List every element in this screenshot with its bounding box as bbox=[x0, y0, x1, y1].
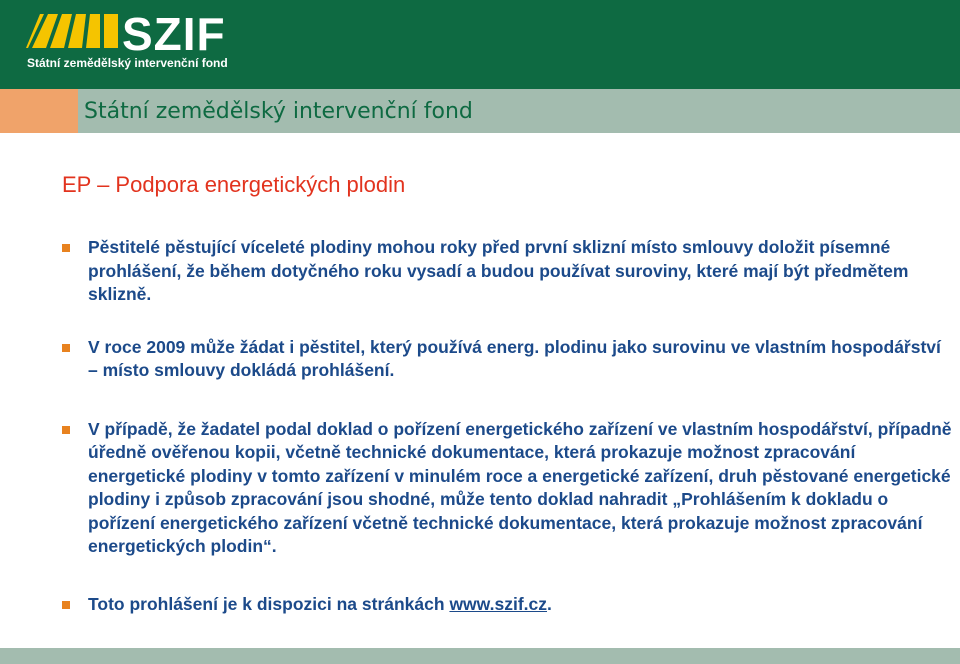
szif-website-link[interactable]: www.szif.cz bbox=[449, 593, 548, 614]
slide-title: EP – Podpora energetických plodin bbox=[62, 172, 406, 197]
title-band bbox=[0, 89, 960, 133]
bullet-item bbox=[62, 336, 952, 383]
bullet-item bbox=[62, 418, 952, 559]
bullet-text: V případě, že žadatel podal doklad o pořízení energetického zařízení ve vlastním hospodářství, případně úředně ověřenou kopii, včetně technické dokumentace, která prokazuje možnost zpracování energetické plodiny v tomto zařízení v minulém roce a energetické zařízení, druh pěstované energetické plodiny i způsob zpracování jsou shodné, může tento doklad nahradit „Prohlášením k dokladu o pořízení energetického zařízení včetně technické dokumentace, která prokazuje možnost zpracování energetických plodin“. bbox=[88, 418, 952, 556]
square-bullet-icon bbox=[62, 344, 70, 352]
wheat-field-logo-icon bbox=[26, 14, 118, 48]
logo-text: SZIF bbox=[122, 8, 226, 60]
square-bullet-icon bbox=[62, 426, 70, 434]
bullet-text: Toto prohlášení je k dispozici na stránkách bbox=[88, 593, 450, 614]
bullet-item bbox=[62, 593, 952, 617]
bullet-item bbox=[62, 236, 952, 307]
bullet-list bbox=[62, 236, 952, 616]
band-accent bbox=[0, 89, 78, 133]
band-title: Státní zemědělský intervenční fond bbox=[84, 99, 473, 124]
bullet-text-end: . bbox=[547, 593, 552, 614]
square-bullet-icon bbox=[62, 244, 70, 252]
logo-subtitle: Státní zemědělský intervenční fond bbox=[27, 56, 228, 70]
header-bar bbox=[0, 0, 960, 89]
footer-bar bbox=[0, 648, 960, 664]
bullet-text: Pěstitelé pěstující víceleté plodiny mohou roky před první sklizní místo smlouvy doložit písemné prohlášení, že během dotyčného roku vysadí a budou používat suroviny, které mají být předmětem sklizně. bbox=[88, 237, 909, 304]
bullet-text: V roce 2009 může žádat i pěstitel, který používá energ. plodinu jako surovinu ve vlastním hospodářství – místo smlouvy dokládá prohlášení. bbox=[88, 336, 941, 380]
square-bullet-icon bbox=[62, 601, 70, 609]
